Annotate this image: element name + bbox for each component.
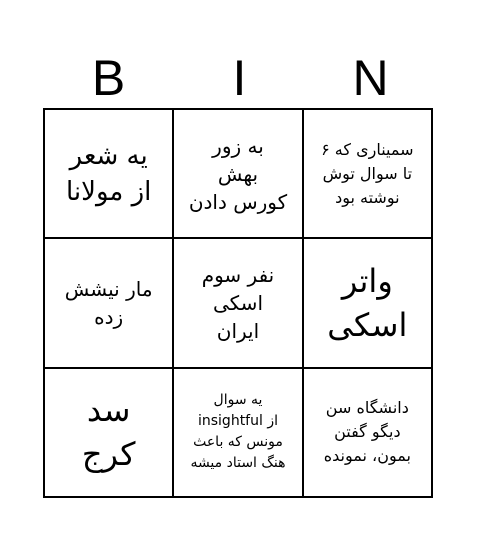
bingo-cell-r3c1[interactable] — [44, 368, 173, 497]
bingo-cell-r1c2[interactable] — [173, 109, 302, 238]
bingo-cell-r3c2[interactable] — [173, 368, 302, 497]
bingo-cell-text: یه شعر از مولانا — [65, 140, 152, 207]
header-letter-i: I — [232, 50, 247, 106]
header-letter-n: N — [352, 50, 389, 106]
bingo-cell-text: یه سوال از insightful مونس که باعث هنگ استاد میشه — [190, 392, 286, 472]
bingo-cell-r1c3[interactable] — [303, 109, 432, 238]
bingo-cell-r1c1[interactable] — [44, 109, 173, 238]
bingo-grid — [43, 108, 433, 498]
bingo-cell-text: به زور بهش کورس دادن — [188, 133, 288, 214]
bingo-header — [43, 48, 436, 108]
bingo-cell-text: واتر اسکی — [327, 261, 408, 344]
bingo-cell-r2c2[interactable] — [173, 238, 302, 367]
bingo-cell-r3c3[interactable] — [303, 368, 432, 497]
bingo-cell-text: دانشگاه سن دیگو گفتن بمون، نمونده — [323, 398, 411, 466]
header-letter-b: B — [91, 50, 126, 106]
bingo-cell-text: مار نیشش زده — [64, 276, 153, 329]
bingo-cell-r2c3[interactable] — [303, 238, 432, 367]
bingo-cell-text: سد کرج — [81, 391, 136, 474]
bingo-cell-text: سمیناری که ۶ تا سوال توش نوشته بود — [321, 139, 414, 207]
bingo-cell-r2c1[interactable] — [44, 238, 173, 367]
bingo-cell-text: نفر سوم اسکی ایران — [201, 262, 275, 343]
